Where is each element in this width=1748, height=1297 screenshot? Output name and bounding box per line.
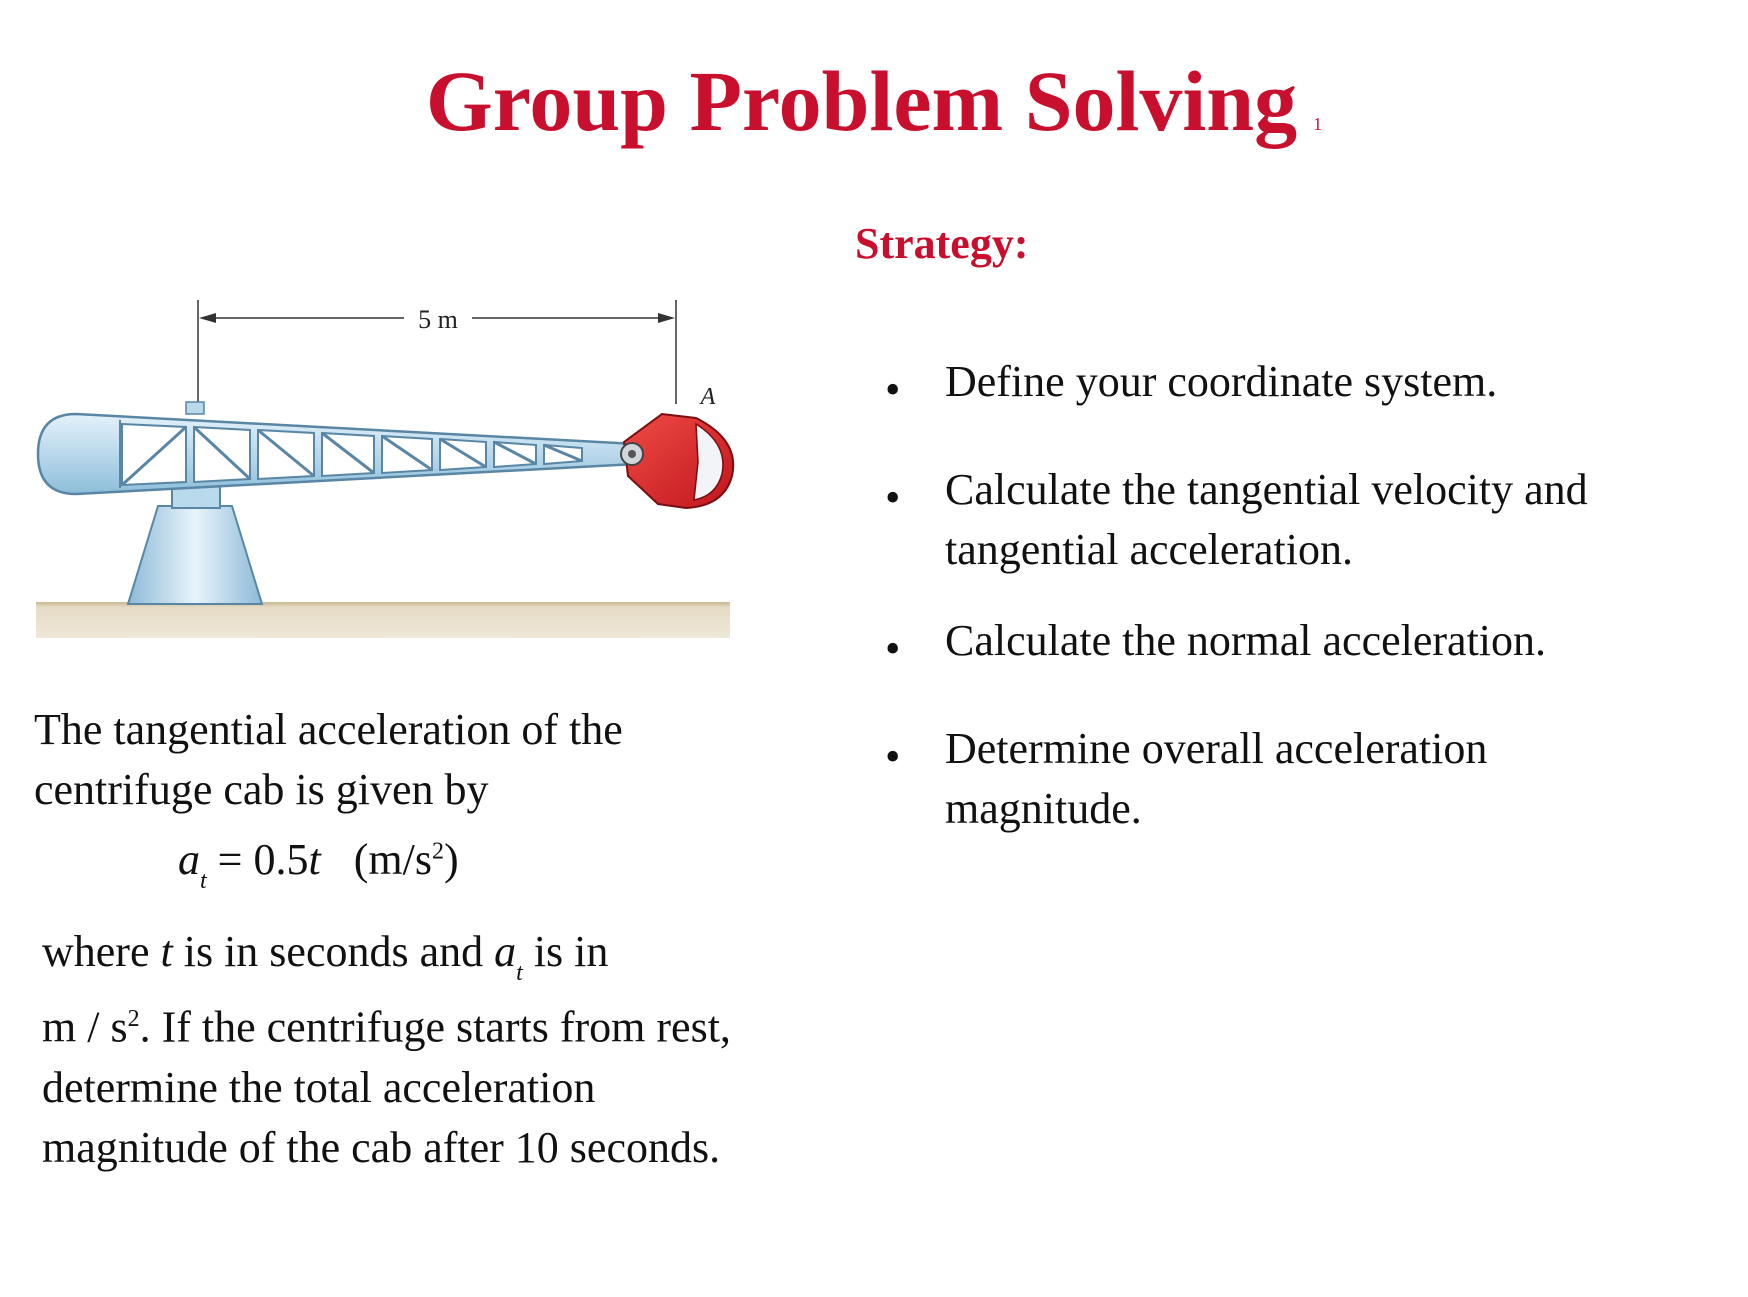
centrifuge-arm	[38, 414, 636, 494]
strategy-item-1: Define your coordinate system.	[945, 357, 1498, 406]
strategy-heading: Strategy:	[855, 219, 1029, 268]
strategy-item-3: Calculate the normal acceleration.	[945, 616, 1547, 665]
slide-number: 1	[1313, 114, 1323, 134]
strategy-item-2: Calculate the tangential velocity and tangential acceleration.	[945, 465, 1588, 574]
slide-title-text: Group Problem Solving	[425, 53, 1298, 149]
slide-title	[0, 53, 1748, 149]
dimension-label: 5 m	[418, 305, 458, 334]
tangential-acceleration-equation	[178, 835, 459, 894]
body-text-1: where	[42, 927, 161, 976]
problem-body	[42, 922, 782, 1178]
ground	[36, 602, 730, 638]
body-text-3: is in	[522, 927, 609, 976]
point-label-a: A	[700, 384, 716, 410]
body-var-a: a	[494, 927, 517, 976]
bullet-dot: •	[885, 365, 901, 414]
body-text-4: . If the centrifuge starts from rest, determine the total acceleration magnitude of the cab after 10 seconds.	[42, 1002, 731, 1172]
body-var-a-subscript: t	[516, 960, 523, 986]
bullet-dot: •	[885, 732, 901, 781]
eq-coefficient: = 0.5	[217, 835, 309, 884]
bullet-dot: •	[885, 473, 901, 522]
centrifuge-figure	[36, 292, 748, 646]
eq-a: a	[178, 835, 200, 884]
body-unit-exponent: 2	[127, 1006, 140, 1032]
eq-unit: (m/s	[353, 835, 432, 884]
eq-t: t	[308, 835, 321, 884]
eq-unit-close: )	[443, 835, 459, 884]
body-text-2: is in seconds and	[172, 927, 495, 976]
strategy-item-4: Determine overall acceleration magnitude.	[945, 724, 1488, 833]
body-var-t: t	[160, 927, 173, 976]
centrifuge-cab	[621, 414, 733, 508]
eq-a-subscript: t	[200, 868, 207, 894]
body-unit: m / s	[42, 1002, 128, 1052]
bullet-dot: •	[885, 624, 901, 673]
problem-intro: The tangential acceleration of the centrifuge cab is given by	[34, 705, 623, 814]
eq-unit-exponent: 2	[431, 838, 444, 865]
